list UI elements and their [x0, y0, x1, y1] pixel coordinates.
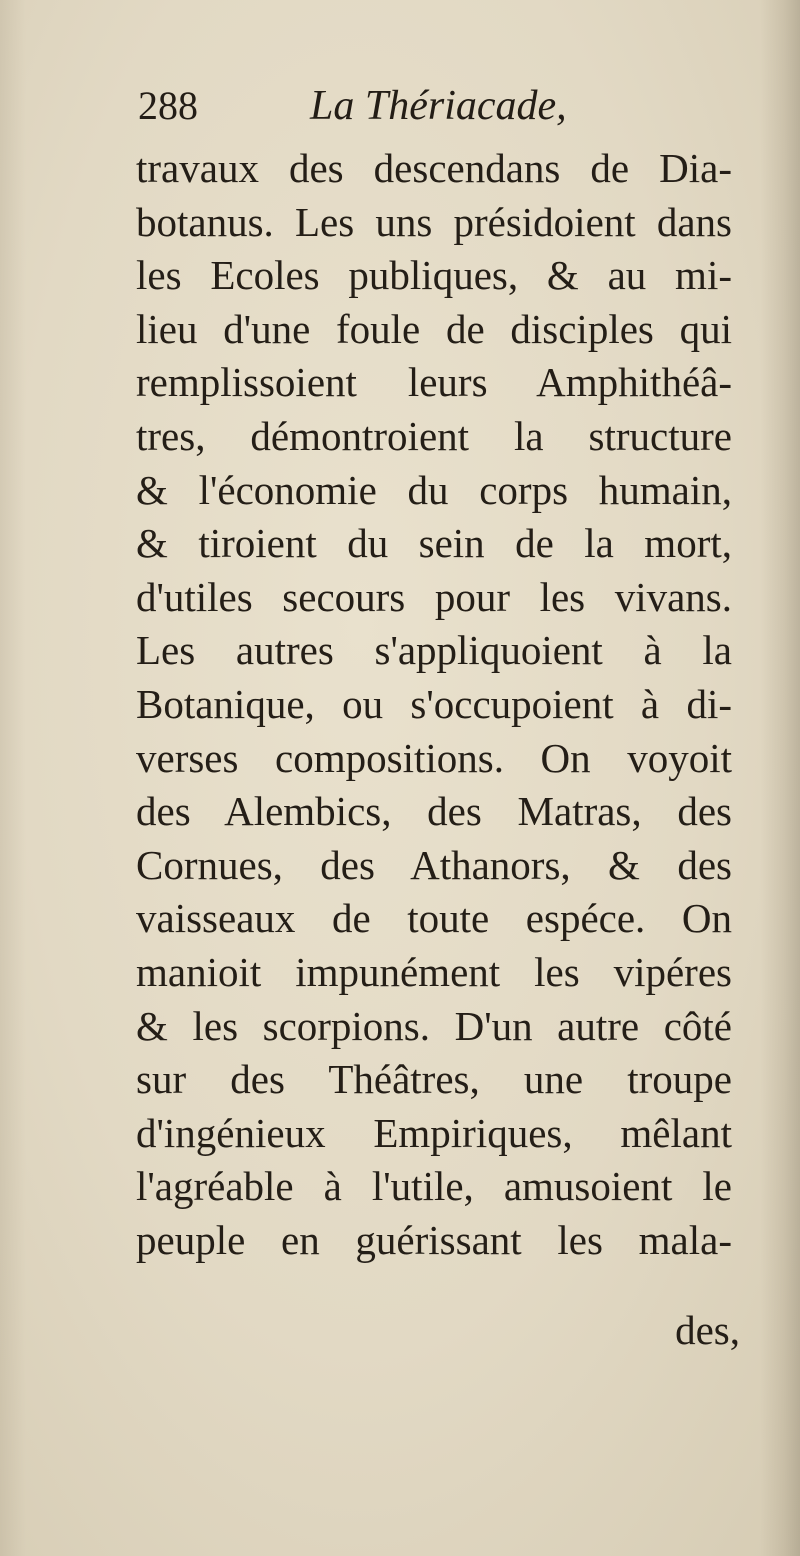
body-text	[136, 142, 732, 1267]
catchword: des,	[675, 1307, 740, 1353]
text-line: manioit impunément les vipéres	[136, 948, 732, 995]
text-line: travaux des descendans de Dia-	[136, 145, 732, 191]
text-line: Cornues, des Athanors, & des	[136, 841, 732, 888]
text-line: & l'économie du corps humain,	[136, 466, 732, 513]
text-line: lieu d'une foule de disciples qui	[136, 305, 732, 352]
page-header	[138, 80, 738, 132]
text-line: les Ecoles publiques, & au mi-	[136, 252, 732, 299]
text-line: botanus. Les uns présidoient dans	[136, 198, 732, 245]
text-line: l'agréable à l'utile, amusoient le	[136, 1163, 732, 1210]
text-line: Botanique, ou s'occupoient à di-	[136, 680, 732, 727]
text-line: & les scorpions. D'un autre côté	[136, 1002, 732, 1049]
page-number: 288	[138, 83, 198, 128]
page-left-shadow	[0, 0, 26, 1556]
text-line: tres, démontroient la structure	[136, 412, 732, 459]
page-gutter-shadow	[760, 0, 800, 1556]
text-line: vaisseaux de toute espéce. On	[136, 895, 732, 942]
text-line: peuple en guérissant les mala-	[136, 1216, 732, 1263]
text-line: verses compositions. On voyoit	[136, 734, 732, 781]
text-line: & tiroient du sein de la mort,	[136, 520, 732, 567]
text-line: des Alembics, des Matras, des	[136, 788, 732, 835]
text-line: sur des Théâtres, une troupe	[136, 1056, 732, 1103]
text-line: d'ingénieux Empiriques, mêlant	[136, 1109, 732, 1156]
running-head: La Thériacade,	[310, 83, 567, 129]
text-line: Les autres s'appliquoient à la	[136, 627, 732, 674]
text-line: d'utiles secours pour les vivans.	[136, 573, 732, 620]
text-line: remplissoient leurs Amphithéâ-	[136, 359, 732, 406]
